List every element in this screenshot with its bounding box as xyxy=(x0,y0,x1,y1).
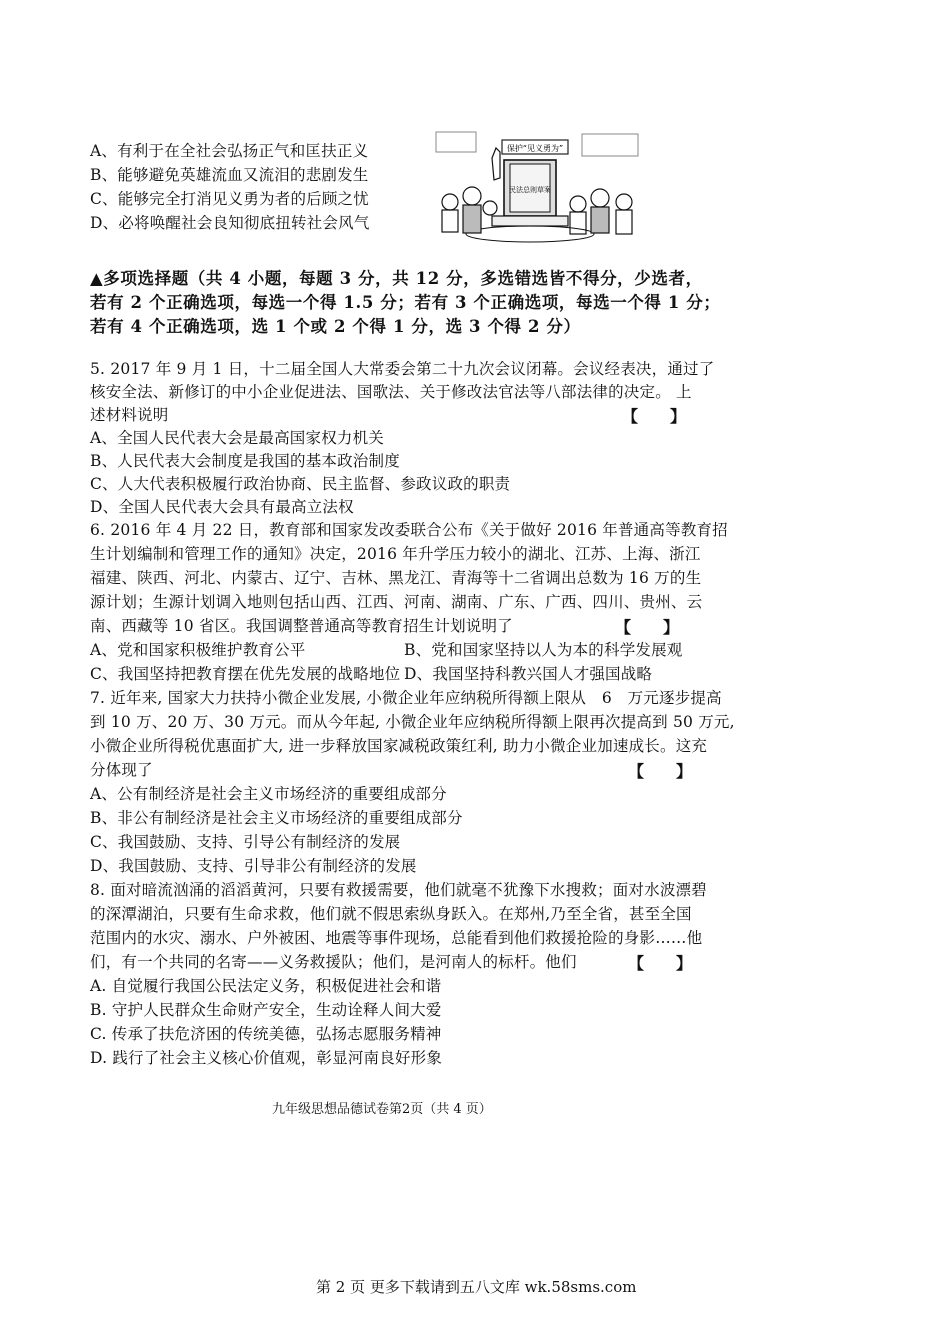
section-header-line-2: 若有 2 个正确选项，每选一个得 1.5 分；若有 3 个正确选项，每选一个得 1 分； xyxy=(90,293,721,312)
q8-option-b: B. 守护人民群众生命财产安全，生动诠释人间大爱 xyxy=(90,1001,442,1019)
q5-stem-line-3: 述材料说明 xyxy=(90,406,169,424)
q6-stem-line-1: 6. 2016 年 4 月 22 日，教育部和国家发改委联合公布《关于做好 2016 年普通高等教育招 xyxy=(90,521,728,539)
q8-option-c: C. 传承了扶危济困的传统美德，弘扬志愿服务精神 xyxy=(90,1025,442,1043)
q4-option-d: D、必将唤醒社会良知彻底扭转社会风气 xyxy=(90,214,370,232)
q8-stem-line-4: 们，有一个共同的名寄——义务救援队；他们，是河南人的标杆。他们 xyxy=(90,953,577,971)
q5-answer-bracket: 【 】 xyxy=(622,407,687,426)
q7-option-c: C、我国鼓励、支持、引导公有制经济的发展 xyxy=(90,833,401,851)
download-footer: 第 2 页 更多下载请到五八文库 wk.58sms.com xyxy=(316,1278,637,1296)
q5-option-b: B、人民代表大会制度是我国的基本政治制度 xyxy=(90,452,400,470)
q8-option-d: D. 践行了社会主义核心价值观，彰显河南良好形象 xyxy=(90,1049,443,1067)
cartoon-illustration xyxy=(432,130,644,248)
page-footer: 九年级思想品德试卷第2页（共 4 页） xyxy=(272,1102,492,1117)
q7-stem-line-1: 7. 近年来, 国家大力扶持小微企业发展, 小微企业年应纳税所得额上限从 6 万元逐步提高 xyxy=(90,689,722,707)
cartoon-book-text: 民法总则草案 xyxy=(509,186,551,194)
q8-stem-line-2: 的深潭湖泊，只要有生命求救，他们就不假思索纵身跃入。在郑州,乃至全省，甚至全国 xyxy=(90,905,692,923)
q7-option-d: D、我国鼓励、支持、引导非公有制经济的发展 xyxy=(90,857,417,875)
q4-option-b: B、能够避免英雄流血又流泪的悲剧发生 xyxy=(90,166,369,184)
q7-stem-line-2: 到 10 万、20 万、30 万元。而从今年起, 小微企业年应纳税所得额上限再次提高到 50 万元, xyxy=(90,713,735,731)
q5-stem-line-2: 核安全法、新修订的中小企业促进法、国歌法、关于修改法官法等八部法律的决定。 上 xyxy=(90,383,692,401)
q5-option-c: C、人大代表积极履行政治协商、民主监督、参政议政的职责 xyxy=(90,475,511,493)
q6-stem-line-4: 源计划；生源计划调入地则包括山西、江西、河南、湖南、广东、广西、四川、贵州、云 xyxy=(90,593,703,611)
q6-option-a: A、党和国家积极维护教育公平 xyxy=(90,641,306,659)
q6-answer-bracket: 【 】 xyxy=(615,618,680,637)
q7-option-a: A、公有制经济是社会主义市场经济的重要组成部分 xyxy=(90,785,447,803)
q6-stem-line-5: 南、西藏等 10 省区。我国调整普通高等教育招生计划说明了 xyxy=(90,617,513,635)
q6-option-d: D、我国坚持科教兴国人才强国战略 xyxy=(404,665,653,683)
q6-option-b: B、党和国家坚持以人为本的科学发展观 xyxy=(404,641,683,659)
q8-stem-line-3: 范围内的水灾、溺水、户外被困、地震等事件现场，总能看到他们救援抢险的身影……他 xyxy=(90,929,703,947)
q7-answer-bracket: 【 】 xyxy=(628,762,693,781)
section-header-line-1: ▲多项选择题（共 4 小题，每题 3 分，共 12 分，多选错选皆不得分，少选者， xyxy=(90,269,703,288)
q6-stem-line-3: 福建、陕西、河北、内蒙古、辽宁、吉林、黑龙江、青海等十二省调出总数为 16 万的生 xyxy=(90,569,702,587)
cartoon-banner-text: 保护“见义勇为” xyxy=(506,144,564,153)
q4-option-a: A、有利于在全社会弘扬正气和匡扶正义 xyxy=(90,142,369,160)
section-header-line-3: 若有 4 个正确选项，选 1 个或 2 个得 1 分，选 3 个得 2 分） xyxy=(90,317,581,336)
q7-stem-line-4: 分体现了 xyxy=(90,761,153,779)
q5-stem-line-1: 5. 2017 年 9 月 1 日，十二届全国人大常委会第二十九次会议闭幕。会议经表决，通过了 xyxy=(90,360,715,378)
q8-stem-line-1: 8. 面对暗流汹涌的滔滔黄河，只要有救援需要，他们就毫不犹豫下水搜救；面对水波漂碧 xyxy=(90,881,707,899)
q7-stem-line-3: 小微企业所得税优惠面扩大, 进一步释放国家减税政策红利, 助力小微企业加速成长。这充 xyxy=(90,737,708,755)
q6-stem-line-2: 生计划编制和管理工作的通知》决定，2016 年升学压力较小的湖北、江苏、上海、浙江 xyxy=(90,545,701,563)
q5-option-a: A、全国人民代表大会是最高国家权力机关 xyxy=(90,429,384,447)
q4-option-c: C、能够完全打消见义勇为者的后顾之忧 xyxy=(90,190,369,208)
q8-option-a: A. 自觉履行我国公民法定义务，积极促进社会和谐 xyxy=(90,977,442,995)
q7-option-b: B、非公有制经济是社会主义市场经济的重要组成部分 xyxy=(90,809,463,827)
q5-option-d: D、全国人民代表大会具有最高立法权 xyxy=(90,498,354,516)
q8-answer-bracket: 【 】 xyxy=(628,954,693,973)
q6-option-c: C、我国坚持把教育摆在优先发展的战略地位 xyxy=(90,665,401,683)
